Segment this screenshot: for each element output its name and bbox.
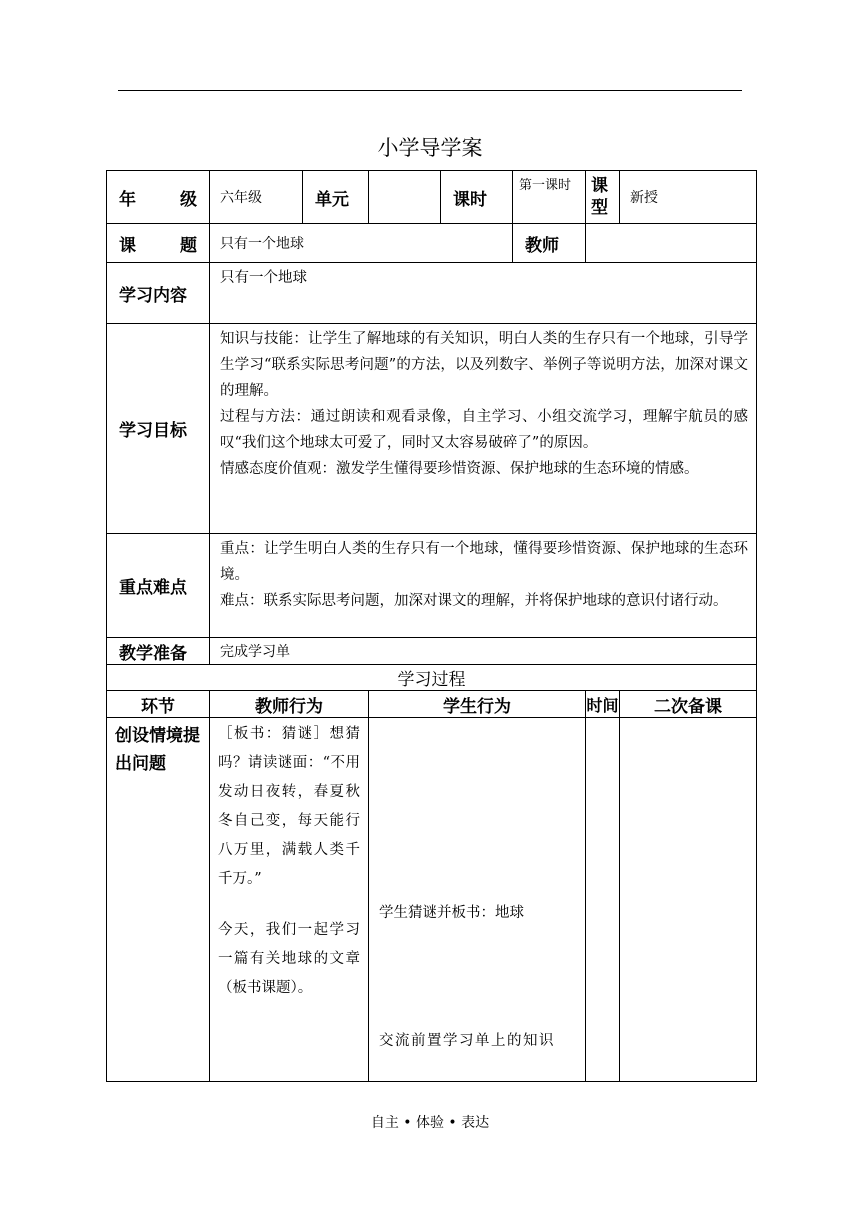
topic-label-cell xyxy=(107,224,210,263)
type-label-b: 型 xyxy=(591,198,608,218)
preparation-value: 完成学习单 xyxy=(210,638,757,665)
key-point-focus: 重点：让学生明白人类的生存只有一个地球，懂得要珍惜资源、保护地球的生态环境。 xyxy=(220,541,748,583)
info-row-1 xyxy=(107,171,757,224)
grade-label-b: 级 xyxy=(180,189,197,210)
header-rule xyxy=(118,90,742,91)
student-action-cell xyxy=(369,718,586,1082)
topic-label-a: 课 xyxy=(119,235,136,256)
type-label-a: 课 xyxy=(591,176,608,196)
unit-value xyxy=(369,171,441,224)
student-share: 交流前置学习单上的知识 xyxy=(379,1033,555,1049)
type-value: 新授 xyxy=(620,171,757,224)
topic-label-b: 题 xyxy=(180,235,197,256)
grade-value: 六年级 xyxy=(210,171,303,224)
lesson-plan-table xyxy=(106,170,757,1082)
header-student: 学生行为 xyxy=(369,691,586,718)
content-row xyxy=(107,263,757,324)
revision-cell xyxy=(620,718,757,1082)
header-time: 时间 xyxy=(586,691,620,718)
teacher-value xyxy=(586,224,757,263)
goal-process: 过程与方法：通过朗读和观看录像，自主学习、小组交流学习，理解宇航员的感叹“我们这个地球太可爱了，同时又太容易破碎了”的原因。 xyxy=(220,409,748,451)
process-row xyxy=(107,718,757,1082)
unit-label: 单元 xyxy=(303,171,369,224)
content-value: 只有一个地球 xyxy=(210,263,757,324)
stage-cell: 创设情境提出问题 xyxy=(107,718,210,1082)
header-revision: 二次备课 xyxy=(620,691,757,718)
type-label-cell xyxy=(586,171,620,224)
process-title-row xyxy=(107,665,757,691)
process-title: 学习过程 xyxy=(107,665,757,691)
info-row-2 xyxy=(107,224,757,263)
document-title: 小学导学案 xyxy=(377,136,483,160)
preparation-label: 教学准备 xyxy=(107,638,210,665)
goals-label: 学习目标 xyxy=(107,324,210,534)
key-points-row xyxy=(107,534,757,638)
teacher-riddle: ［板书：猜谜］想猜吗？请读谜面：“不用发动日夜转，春夏秋冬自己变，每天能行八万里，满载人类千千万。” xyxy=(218,726,360,887)
period-label: 课时 xyxy=(441,171,513,224)
page-footer: 自主 • 体验 • 表达 xyxy=(370,1115,490,1131)
goal-knowledge: 知识与技能：让学生了解地球的有关知识，明白人类的生存只有一个地球，引导学生学习“联系实际思考问题”的方法，以及列数字、举例子等说明方法，加深对课文的理解。 xyxy=(220,331,748,399)
topic-value: 只有一个地球 xyxy=(210,224,513,263)
period-value: 第一课时 xyxy=(513,171,586,224)
goals-row xyxy=(107,324,757,534)
key-points-content xyxy=(210,534,757,638)
key-points-label: 重点难点 xyxy=(107,534,210,638)
grade-label-a: 年 xyxy=(119,189,136,210)
time-cell xyxy=(586,718,620,1082)
teacher-label: 教师 xyxy=(513,224,586,263)
student-guess: 学生猜谜并板书：地球 xyxy=(379,905,524,921)
process-header-row xyxy=(107,691,757,718)
preparation-row xyxy=(107,638,757,665)
grade-label-cell xyxy=(107,171,210,224)
teacher-intro: 今天，我们一起学习一篇有关地球的文章（板书课题）。 xyxy=(218,922,360,996)
teacher-action-cell xyxy=(210,718,369,1082)
header-stage: 环节 xyxy=(107,691,210,718)
key-point-difficulty: 难点：联系实际思考问题，加深对课文的理解，并将保护地球的意识付诸行动。 xyxy=(220,593,728,609)
content-label: 学习内容 xyxy=(107,263,210,324)
header-teacher: 教师行为 xyxy=(210,691,369,718)
goals-content xyxy=(210,324,757,534)
goal-emotion: 情感态度价值观：激发学生懂得要珍惜资源、保护地球的生态环境的情感。 xyxy=(220,461,699,477)
